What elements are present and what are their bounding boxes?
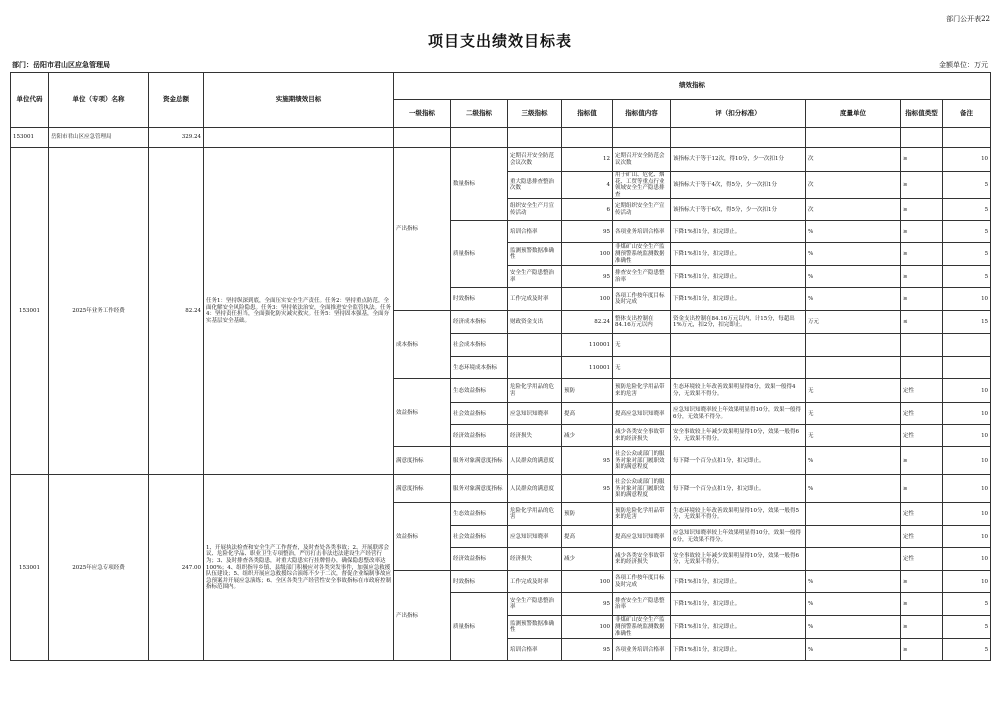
remark: 10 <box>943 475 991 503</box>
remark <box>943 334 991 357</box>
level3-indicator: 危险化学用品的危害 <box>508 379 562 403</box>
level3-indicator: 人民群众的满意度 <box>508 447 562 475</box>
indicator-content: 预防危险化学用品带来的危害 <box>613 503 671 526</box>
level3-indicator <box>508 334 562 357</box>
remark: 10 <box>943 148 991 172</box>
amount-unit-label: 金额单位：万元 <box>939 61 988 69</box>
measure-unit: 次 <box>806 199 901 221</box>
scoring-standard: 资金支出控制在84.16万元以内，计15分，每超出1%万元，扣2分，扣完即止。 <box>671 311 806 334</box>
header-unit-code: 单位代码 <box>11 73 49 128</box>
remark: 5 <box>943 243 991 266</box>
indicator-value: 82.24 <box>562 311 613 334</box>
value-type: 定性 <box>901 548 943 571</box>
indicator-value: 95 <box>562 593 613 616</box>
measure-unit: % <box>806 447 901 475</box>
summary-name: 岳阳市君山区应急管理局 <box>49 128 149 148</box>
level2-indicator: 社会效益指标 <box>451 526 508 548</box>
value-type: 定性 <box>901 403 943 425</box>
remark <box>943 357 991 379</box>
remark: 10 <box>943 526 991 548</box>
value-type: ≥ <box>901 266 943 288</box>
level3-indicator: 组织安全生产月宣传活动 <box>508 199 562 221</box>
value-type: 定性 <box>901 526 943 548</box>
level1-indicator: 产出指标 <box>394 148 451 311</box>
value-type: ≥ <box>901 571 943 593</box>
indicator-value: 95 <box>562 221 613 243</box>
scoring-standard: 下降1%扣1分，扣完即止。 <box>671 243 806 266</box>
scoring-standard: 该指标大于等于4次，得5分，少一次扣1分 <box>671 172 806 199</box>
value-type: ≥ <box>901 593 943 616</box>
value-type: ≥ <box>901 148 943 172</box>
indicator-value: 减少 <box>562 425 613 447</box>
indicator-content: 无 <box>613 334 671 357</box>
summary-amount: 329.24 <box>149 128 204 148</box>
level2-indicator: 时效指标 <box>451 288 508 311</box>
level3-indicator: 经济损失 <box>508 425 562 447</box>
level2-indicator: 经济成本指标 <box>451 311 508 334</box>
header-indicators: 绩效指标 <box>394 73 991 100</box>
header-content: 指标值内容 <box>613 100 671 128</box>
level2-indicator: 数量指标 <box>451 148 508 221</box>
indicator-value: 6 <box>562 199 613 221</box>
indicator-content: 非煤矿山安全生产监测预警系统监测数据准确性 <box>613 243 671 266</box>
value-type: ≤ <box>901 311 943 334</box>
level1-indicator: 效益指标 <box>394 503 451 571</box>
scoring-standard: 该指标大于等于6次，得5分，少一次扣1分 <box>671 199 806 221</box>
header-level3: 三级指标 <box>508 100 562 128</box>
header-value-type: 指标值类型 <box>901 100 943 128</box>
remark: 10 <box>943 288 991 311</box>
indicator-value: 100 <box>562 288 613 311</box>
level2-indicator: 生态效益指标 <box>451 379 508 403</box>
remark: 5 <box>943 266 991 288</box>
indicator-content: 减少各类安全事故带来的经济损失 <box>613 548 671 571</box>
scoring-standard: 每下降一个百分点扣1分，扣完即止。 <box>671 475 806 503</box>
project2-amount: 247.00 <box>149 475 204 661</box>
header-target: 实施期绩效目标 <box>204 73 394 128</box>
header-measure-unit: 度量单位 <box>806 100 901 128</box>
value-type: ≥ <box>901 475 943 503</box>
scoring-standard: 下降1%扣1分，扣完即止。 <box>671 639 806 661</box>
header-fund-total: 资金总额 <box>149 73 204 128</box>
remark: 10 <box>943 447 991 475</box>
scoring-standard: 下降1%扣1分，扣完即止。 <box>671 593 806 616</box>
level2-indicator: 质量指标 <box>451 593 508 661</box>
project2-code: 153001 <box>11 475 49 661</box>
measure-unit: 无 <box>806 425 901 447</box>
indicator-content: 排查安全生产隐患整治率 <box>613 266 671 288</box>
level3-indicator: 安全生产隐患整治率 <box>508 266 562 288</box>
indicator-value: 95 <box>562 447 613 475</box>
indicator-value: 110001 <box>562 357 613 379</box>
department-label: 部门：岳阳市君山区应急管理局 <box>12 60 110 69</box>
scoring-standard: 下降1%扣1分，扣完即止。 <box>671 616 806 639</box>
value-type: 定性 <box>901 425 943 447</box>
measure-unit: 无 <box>806 403 901 425</box>
measure-unit: % <box>806 571 901 593</box>
level3-indicator: 安全生产隐患整治率 <box>508 593 562 616</box>
level3-indicator: 经济损失 <box>508 548 562 571</box>
indicator-content: 提高应急知识知晓率 <box>613 403 671 425</box>
level2-indicator: 时效指标 <box>451 571 508 593</box>
scoring-standard: 下降1%扣1分，扣完即止。 <box>671 571 806 593</box>
measure-unit <box>806 503 901 526</box>
indicator-value: 4 <box>562 172 613 199</box>
measure-unit <box>806 526 901 548</box>
indicator-content: 各项工作按年度目标及时完成 <box>613 571 671 593</box>
measure-unit: 次 <box>806 172 901 199</box>
scoring-standard: 安全事故较上年减少效果明显得10分，效果一般得6分，无效果不得分。 <box>671 548 806 571</box>
level2-indicator: 社会成本指标 <box>451 334 508 357</box>
level3-indicator <box>508 357 562 379</box>
measure-unit: % <box>806 243 901 266</box>
remark: 10 <box>943 548 991 571</box>
summary-code: 153001 <box>11 128 49 148</box>
scoring-standard <box>671 357 806 379</box>
indicator-content: 无 <box>613 357 671 379</box>
level2-indicator: 社会效益指标 <box>451 403 508 425</box>
table-row <box>11 475 991 503</box>
project2-name: 2025年应急专项经费 <box>49 475 149 661</box>
table-row <box>11 148 991 172</box>
scoring-standard: 安全事故较上年减少效果明显得10分，效果一般得6分，无效果不得分。 <box>671 425 806 447</box>
indicator-value: 100 <box>562 571 613 593</box>
remark: 5 <box>943 616 991 639</box>
level3-indicator: 人民群众的满意度 <box>508 475 562 503</box>
measure-unit <box>806 334 901 357</box>
project1-amount: 82.24 <box>149 148 204 475</box>
value-type: ≥ <box>901 172 943 199</box>
measure-unit: 无 <box>806 379 901 403</box>
scoring-standard: 该指标大于等于12次，得10分，少一次扣1分 <box>671 148 806 172</box>
indicator-content: 整体支出控制在84.16万元以内 <box>613 311 671 334</box>
scoring-standard: 每下降一个百分点扣1分，扣完即止。 <box>671 447 806 475</box>
value-type: ≥ <box>901 447 943 475</box>
measure-unit: 次 <box>806 148 901 172</box>
level3-indicator: 财政资金支出 <box>508 311 562 334</box>
level3-indicator: 培训合格率 <box>508 221 562 243</box>
header-level2: 二级指标 <box>451 100 508 128</box>
scoring-standard: 应急知识知晓率较上年效果明显得10分，效果一般得6分，无效果不得分。 <box>671 526 806 548</box>
indicator-value: 95 <box>562 266 613 288</box>
level1-indicator: 满意度指标 <box>394 475 451 503</box>
level3-indicator: 监测预警数据准确性 <box>508 616 562 639</box>
remark: 10 <box>943 571 991 593</box>
remark: 5 <box>943 199 991 221</box>
level2-indicator: 质量指标 <box>451 221 508 288</box>
level1-indicator: 成本指标 <box>394 311 451 379</box>
level3-indicator: 工作完成及时率 <box>508 571 562 593</box>
indicator-value: 提高 <box>562 526 613 548</box>
level3-indicator: 危险化学用品的危害 <box>508 503 562 526</box>
header-unit-name: 单位（专项）名称 <box>49 73 149 128</box>
remark: 5 <box>943 593 991 616</box>
value-type: ≥ <box>901 199 943 221</box>
level2-indicator: 生态效益指标 <box>451 503 508 526</box>
indicator-content: 定期组织安全生产宣传活动 <box>613 199 671 221</box>
scoring-standard: 应急知识知晓率较上年效果明显得10分，效果一般得6分，无效果不得分。 <box>671 403 806 425</box>
measure-unit: % <box>806 221 901 243</box>
level2-indicator: 经济效益指标 <box>451 425 508 447</box>
project1-target: 任务1：坚持纵深到底，全面压实安全生产责任。任务2：坚持重点防范，全面化解安全风险隐患。任务3：坚持依法治安，全面推进安全监管执法。任务4：坚持责任担当，全面强化防灾减灾救灾。任务5：坚持固本强基，全面夯实基层安全基础。 <box>204 148 394 475</box>
indicator-value: 提高 <box>562 403 613 425</box>
remark: 5 <box>943 639 991 661</box>
level1-indicator: 产出指标 <box>394 571 451 661</box>
indicator-value: 12 <box>562 148 613 172</box>
level3-indicator: 应急知识知晓率 <box>508 526 562 548</box>
measure-unit <box>806 548 901 571</box>
measure-unit: % <box>806 288 901 311</box>
level3-indicator: 重大隐患排查整治次数 <box>508 172 562 199</box>
measure-unit: % <box>806 639 901 661</box>
indicator-content: 各项业务培训合格率 <box>613 221 671 243</box>
value-type: 定性 <box>901 503 943 526</box>
indicator-content: 非煤矿山安全生产监测预警系统监测数据准确性 <box>613 616 671 639</box>
measure-unit: % <box>806 593 901 616</box>
level2-indicator: 生态环境成本指标 <box>451 357 508 379</box>
remark: 15 <box>943 311 991 334</box>
project1-name: 2025年业务工作经费 <box>49 148 149 475</box>
header-value: 指标值 <box>562 100 613 128</box>
level2-indicator: 经济效益指标 <box>451 548 508 571</box>
indicator-content: 各项业务培训合格率 <box>613 639 671 661</box>
indicator-value: 110001 <box>562 334 613 357</box>
remark: 10 <box>943 403 991 425</box>
measure-unit: % <box>806 616 901 639</box>
level2-indicator: 服务对象满意度指标 <box>451 447 508 475</box>
scoring-standard <box>671 334 806 357</box>
header-level1: 一级指标 <box>394 100 451 128</box>
project2-target: 1、开展执法检查和安全生产工作督查，及时查处各类事故；2、开展联席会议、危险化学品、职业卫生专项整治，严厉打击非法违法建设生产经营行为；3、及时排查各类隐患，对重大隐患实行挂牌督办，确保隐患整改率达100%；4、组织指导乡镇、县级部门积极应对各类突发事件，加强应急救援队伍建设；5、组织开展应急救援综合演练不少于二次，督促企业编制事故应急预案并开展应急演练；6、全区各类生产经营性安全事故指标在市政府控制指标范围内。 <box>204 475 394 661</box>
performance-table <box>10 72 991 661</box>
indicator-value: 100 <box>562 616 613 639</box>
measure-unit: % <box>806 475 901 503</box>
indicator-value: 100 <box>562 243 613 266</box>
indicator-value: 减少 <box>562 548 613 571</box>
value-type: ≥ <box>901 221 943 243</box>
project1-code: 153001 <box>11 148 49 475</box>
indicator-content: 预防危险化学用品带来的危害 <box>613 379 671 403</box>
indicator-value: 预防 <box>562 503 613 526</box>
indicator-content: 减少各类安全事故带来的经济损失 <box>613 425 671 447</box>
level1-indicator: 效益指标 <box>394 379 451 447</box>
scoring-standard: 下降1%扣1分，扣完即止。 <box>671 266 806 288</box>
remark: 10 <box>943 503 991 526</box>
header-scoring: 评（扣分标准） <box>671 100 806 128</box>
indicator-content: 提高应急知识知晓率 <box>613 526 671 548</box>
measure-unit: % <box>806 266 901 288</box>
level3-indicator: 监测预警数据准确性 <box>508 243 562 266</box>
level3-indicator: 应急知识知晓率 <box>508 403 562 425</box>
value-type: ≥ <box>901 288 943 311</box>
indicator-value: 95 <box>562 475 613 503</box>
summary-row <box>11 128 991 148</box>
measure-unit: 万元 <box>806 311 901 334</box>
level2-indicator: 服务对象满意度指标 <box>451 475 508 503</box>
value-type: ≥ <box>901 639 943 661</box>
level1-indicator: 满意度指标 <box>394 447 451 475</box>
indicator-content: 各项工作按年度目标及时完成 <box>613 288 671 311</box>
indicator-content: 社会公众或部门的服务对象对部门履职效果的满意程度 <box>613 475 671 503</box>
indicator-value: 预防 <box>562 379 613 403</box>
scoring-standard: 下降1%扣1分，扣完即止。 <box>671 221 806 243</box>
remark: 10 <box>943 425 991 447</box>
value-type: 定性 <box>901 379 943 403</box>
measure-unit <box>806 357 901 379</box>
level3-indicator: 工作完成及时率 <box>508 288 562 311</box>
remark: 5 <box>943 221 991 243</box>
header-remark: 备注 <box>943 100 991 128</box>
page-corner-label: 部门公开表22 <box>946 15 990 23</box>
scoring-standard: 下降1%扣1分，扣完即止。 <box>671 288 806 311</box>
value-type: ≥ <box>901 243 943 266</box>
value-type: ≥ <box>901 616 943 639</box>
remark: 5 <box>943 172 991 199</box>
indicator-content: 用于矿山、危化、烟花、工贸等重点行业领域安全生产隐患排查 <box>613 172 671 199</box>
indicator-content: 社会公众或部门的服务对象对部门履职效果的满意程度 <box>613 447 671 475</box>
scoring-standard: 生态环境较上年改善效果明显得8分，效果一般得4分，无效果不得分。 <box>671 379 806 403</box>
remark: 10 <box>943 379 991 403</box>
indicator-content: 排查安全生产隐患整治率 <box>613 593 671 616</box>
indicator-value: 95 <box>562 639 613 661</box>
indicator-content: 定期召开安全防范会议次数 <box>613 148 671 172</box>
level3-indicator: 培训合格率 <box>508 639 562 661</box>
value-type <box>901 334 943 357</box>
value-type <box>901 357 943 379</box>
level3-indicator: 定期召开安全防范会议次数 <box>508 148 562 172</box>
page-title: 项目支出绩效目标表 <box>427 32 572 50</box>
scoring-standard: 生态环境较上年改善效果明显得10分，效果一般得5分，无效果不得分。 <box>671 503 806 526</box>
